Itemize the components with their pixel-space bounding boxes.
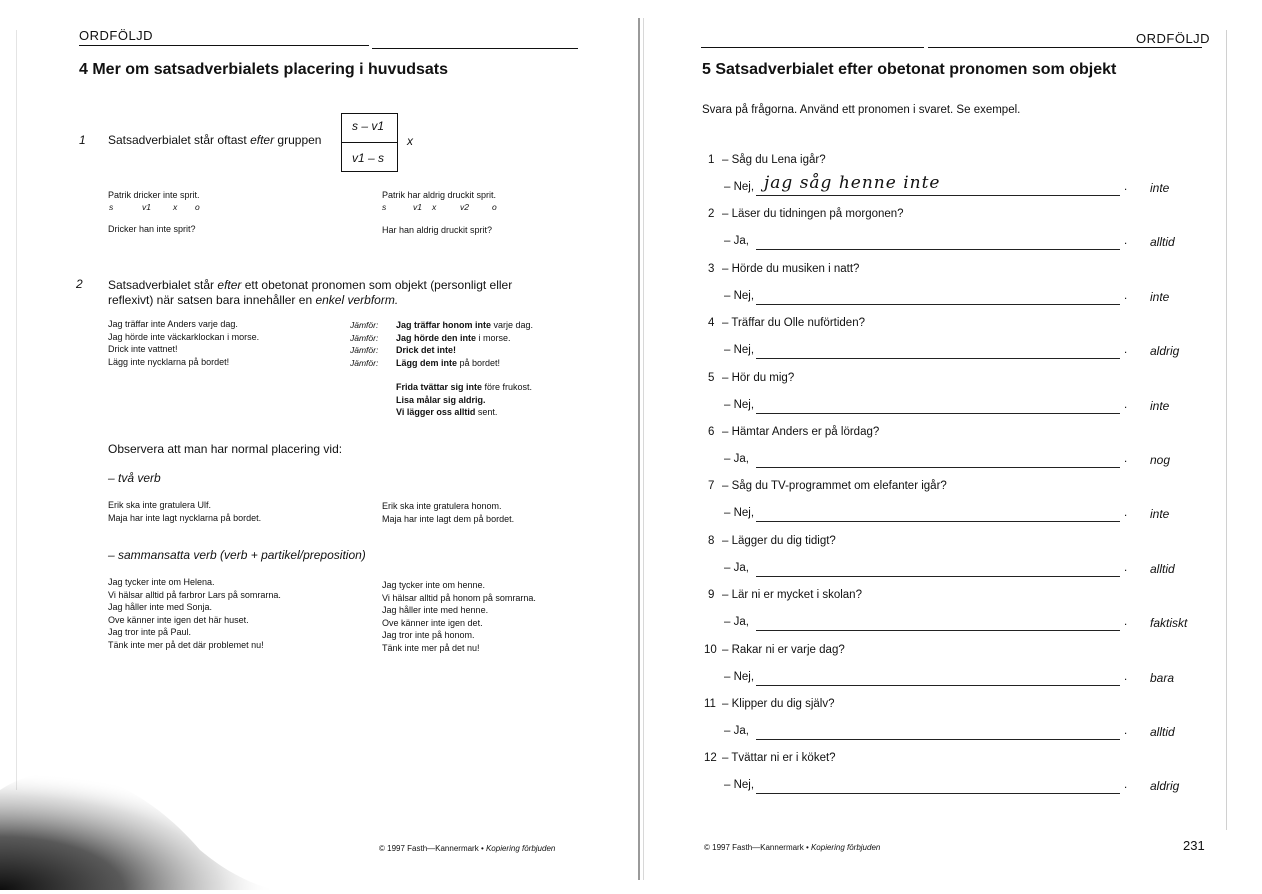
copyright-emphasis: Kopiering förbjuden	[810, 843, 881, 852]
adverb-hint: nog	[1150, 453, 1171, 467]
list-item: Vi hälsar alltid på honom på somrarna.	[382, 592, 536, 603]
example-question: Har han aldrig druckit sprit?	[382, 225, 493, 235]
item-number: 6	[708, 426, 715, 438]
list-item: Maja har inte lagt nycklarna på bordet.	[108, 512, 262, 523]
copyright-text: © 1997 Fasth—Kannermark •	[704, 843, 811, 852]
rule-line	[108, 293, 512, 308]
page-number: 231	[1183, 838, 1205, 853]
answer-line[interactable]	[756, 521, 1120, 522]
answer-period: .	[1124, 235, 1128, 247]
answer-prefix: – Nej,	[724, 290, 755, 302]
running-head: ORDFÖLJD	[1136, 31, 1211, 46]
list-item	[396, 319, 533, 332]
compare-labels	[350, 319, 378, 369]
rule-text-part: gruppen	[274, 133, 322, 147]
box-top-label: s – v1	[352, 119, 385, 133]
answer-line[interactable]	[756, 739, 1120, 740]
answer-prefix: – Ja,	[724, 453, 749, 465]
emphasis: Jag hörde den inte	[396, 332, 477, 343]
header-rule-secondary	[928, 47, 1202, 48]
list-item: Erik ska inte gratulera Ulf.	[108, 500, 212, 510]
adverb-hint: inte	[1150, 399, 1170, 413]
gloss: v1	[413, 202, 422, 212]
list-item: Tänk inte mer på det nu!	[382, 642, 480, 653]
answer-prefix: – Nej,	[724, 399, 755, 411]
item-number: 1	[708, 154, 715, 166]
gloss: o	[492, 202, 497, 212]
answer-line[interactable]	[756, 413, 1120, 414]
header-rule	[79, 45, 369, 46]
question-text: – Såg du Lena igår?	[722, 154, 826, 166]
adverb-hint: bara	[1150, 671, 1175, 685]
text: i morse.	[476, 332, 511, 343]
example-question: Dricker han inte sprit?	[108, 224, 196, 234]
question-text: – Klipper du dig själv?	[722, 698, 835, 710]
emphasis: Lägg dem inte	[396, 357, 458, 368]
compare-right-list	[396, 319, 533, 369]
answer-period: .	[1124, 181, 1128, 193]
list-item: Jag hörde inte väckarklockan i morse.	[108, 331, 260, 342]
answer-period: .	[1124, 779, 1128, 791]
compare-label: Jämför:	[350, 345, 379, 355]
list-item: Erik ska inte gratulera honom.	[382, 501, 502, 511]
answer-line[interactable]	[756, 630, 1120, 631]
list-item	[396, 332, 533, 345]
list-item	[396, 394, 532, 407]
adverb-hint: alltid	[1150, 235, 1175, 249]
rule-line	[108, 278, 512, 293]
emphasis: Jag träffar honom inte	[396, 320, 492, 330]
rule-text-part: Satsadverbialet står oftast	[108, 133, 251, 147]
gloss: o	[195, 202, 200, 212]
rule-number: 1	[79, 133, 86, 147]
subheading-two-verbs: – två verb	[108, 471, 161, 485]
emphasis: Frida tvättar sig inte	[396, 382, 483, 392]
item-number: 4	[708, 317, 715, 329]
list-item: Jag tycker inte om henne.	[382, 580, 486, 590]
item-number: 7	[708, 480, 715, 492]
rule-text	[108, 278, 512, 308]
adverb-hint: alltid	[1150, 725, 1175, 739]
list-item: Jag håller inte med Sonja.	[108, 602, 213, 612]
compare-label: Jämför:	[350, 320, 379, 330]
answer-period: .	[1124, 616, 1128, 628]
x-mark: x	[407, 134, 413, 148]
adverb-hint: aldrig	[1150, 779, 1180, 793]
list-item: Jag tror inte på honom.	[382, 630, 475, 640]
text: på bordet!	[457, 357, 501, 368]
rule-text-part: Satsadverbialet står	[108, 278, 218, 292]
adverb-hint: aldrig	[1150, 344, 1180, 358]
reflexive-list	[396, 381, 532, 419]
answer-line[interactable]	[756, 358, 1120, 359]
text: före frukost.	[482, 382, 533, 392]
item-number: 2	[708, 208, 715, 220]
rule-text-emphasis: efter	[250, 133, 275, 147]
rule-number: 2	[76, 277, 83, 291]
compare-label: Jämför:	[350, 332, 379, 343]
adverb-hint: inte	[1150, 290, 1170, 304]
answer-line[interactable]	[756, 195, 1120, 196]
compound-verbs-right	[382, 579, 536, 654]
answer-prefix: – Nej,	[724, 181, 755, 193]
header-rule	[701, 47, 924, 48]
gloss: s	[109, 202, 114, 212]
list-item	[396, 381, 532, 394]
two-verbs-right	[382, 500, 514, 525]
list-item: Lägg inte nycklarna på bordet!	[108, 356, 230, 367]
list-item: Vi hälsar alltid på farbror Lars på somrarna.	[108, 589, 281, 600]
list-item: Jag håller inte med henne.	[382, 605, 489, 615]
running-head: ORDFÖLJD	[79, 28, 154, 43]
rule-text-emphasis: enkel verbform.	[315, 293, 399, 307]
item-number: 10	[704, 644, 717, 656]
compound-verbs-left	[108, 576, 281, 651]
answer-period: .	[1124, 725, 1128, 737]
word-order-box	[341, 113, 398, 172]
answer-prefix: – Nej,	[724, 671, 755, 683]
subheading-compound-verbs: – sammansatta verb (verb + partikel/preposition)	[108, 548, 366, 562]
answer-prefix: – Ja,	[724, 616, 749, 628]
list-item: Maja har inte lagt dem på bordet.	[382, 513, 515, 524]
right-page	[642, 0, 1262, 894]
rule-text-emphasis: efter	[217, 278, 242, 292]
gloss: x	[173, 202, 178, 212]
observe-note: Observera att man har normal placering vid:	[108, 442, 343, 456]
answer-line[interactable]	[756, 467, 1120, 468]
answer-period: .	[1124, 507, 1128, 519]
list-item: Jag tror inte på Paul.	[108, 627, 192, 637]
question-text: – Lär ni er mycket i skolan?	[722, 589, 862, 601]
list-item	[396, 357, 533, 370]
rule-text	[108, 133, 321, 147]
emphasis: Lisa målar sig aldrig.	[396, 394, 486, 405]
question-text: – Träffar du Olle nuförtiden?	[722, 317, 865, 329]
question-text: – Hör du mig?	[722, 372, 795, 384]
answer-period: .	[1124, 399, 1128, 411]
answer-line[interactable]	[756, 793, 1120, 794]
section-title: 5 Satsadverbialet efter obetonat pronomen som objekt	[702, 61, 1117, 78]
text: sent.	[475, 407, 498, 417]
list-item: Ove känner inte igen det här huset.	[108, 614, 249, 625]
question-text: – Tvättar ni er i köket?	[722, 752, 836, 764]
answer-prefix: – Ja,	[724, 235, 749, 247]
copyright-footer	[379, 844, 555, 853]
answer-period: .	[1124, 671, 1128, 683]
item-number: 8	[708, 535, 715, 547]
answer-prefix: – Nej,	[724, 507, 755, 519]
two-verbs-left	[108, 499, 261, 524]
answer-line[interactable]	[756, 685, 1120, 686]
item-number: 11	[704, 698, 716, 710]
answer-prefix: – Nej,	[724, 344, 755, 356]
adverb-hint: alltid	[1150, 562, 1175, 576]
answer-line[interactable]	[756, 304, 1120, 305]
box-bottom-label: v1 – s	[352, 151, 385, 165]
compare-left-list	[108, 318, 259, 368]
list-item	[396, 344, 533, 357]
answer-period: .	[1124, 562, 1128, 574]
answer-line[interactable]	[756, 249, 1120, 250]
list-item	[396, 406, 532, 419]
gloss: v2	[460, 202, 469, 212]
list-item: Tänk inte mer på det där problemet nu!	[108, 639, 264, 650]
instruction: Svara på frågorna. Använd ett pronomen i svaret. Se exempel.	[702, 104, 1021, 116]
gloss: s	[382, 202, 387, 212]
answer-period: .	[1124, 453, 1128, 465]
item-number: 3	[708, 263, 715, 275]
compare-label: Jämför:	[350, 357, 379, 368]
gloss: v1	[142, 202, 151, 212]
list-item: Jag tycker inte om Helena.	[108, 577, 215, 587]
question-text: – Hörde du musiken i natt?	[722, 263, 860, 275]
example-sentence: Patrik har aldrig druckit sprit.	[382, 190, 497, 200]
question-text: – Läser du tidningen på morgonen?	[722, 208, 904, 220]
adverb-hint: faktiskt	[1150, 616, 1188, 630]
emphasis: Drick det inte!	[396, 345, 457, 355]
item-number: 12	[704, 752, 717, 764]
question-text: – Rakar ni er varje dag?	[722, 644, 845, 656]
question-text: – Såg du TV-programmet om elefanter igår?	[722, 480, 947, 492]
text: varje dag.	[491, 320, 534, 330]
list-item: Drick inte vattnet!	[108, 344, 178, 354]
example-sentence: Patrik dricker inte sprit.	[108, 190, 200, 200]
copyright-text: © 1997 Fasth—Kannermark •	[379, 844, 486, 853]
answer-line[interactable]	[756, 576, 1120, 577]
answer-prefix: – Ja,	[724, 562, 749, 574]
list-item: Ove känner inte igen det.	[382, 617, 483, 628]
answer-period: .	[1124, 344, 1128, 356]
adverb-hint: inte	[1150, 507, 1170, 521]
adverb-hint: inte	[1150, 181, 1170, 195]
copyright-emphasis: Kopiering förbjuden	[485, 844, 556, 853]
answer-prefix: – Ja,	[724, 725, 749, 737]
question-text: – Hämtar Anders er på lördag?	[722, 426, 880, 438]
copyright-footer	[704, 843, 880, 852]
rule-text-part: reflexivt) när satsen bara innehåller en	[108, 293, 316, 307]
section-title: 4 Mer om satsadverbialets placering i huvudsats	[79, 61, 449, 78]
handwritten-answer: jag såg henne inte	[764, 173, 941, 193]
answer-period: .	[1124, 290, 1128, 302]
item-number: 9	[708, 589, 715, 601]
answer-prefix: – Nej,	[724, 779, 755, 791]
question-text: – Lägger du dig tidigt?	[722, 535, 836, 547]
gloss: x	[432, 202, 437, 212]
rule-text-part: ett obetonat pronomen som objekt (personligt eller	[241, 278, 513, 292]
list-item: Jag träffar inte Anders varje dag.	[108, 319, 238, 329]
header-rule-secondary	[372, 48, 578, 49]
box-divider	[342, 142, 397, 143]
item-number: 5	[708, 372, 715, 384]
emphasis: Vi lägger oss alltid	[396, 407, 476, 417]
